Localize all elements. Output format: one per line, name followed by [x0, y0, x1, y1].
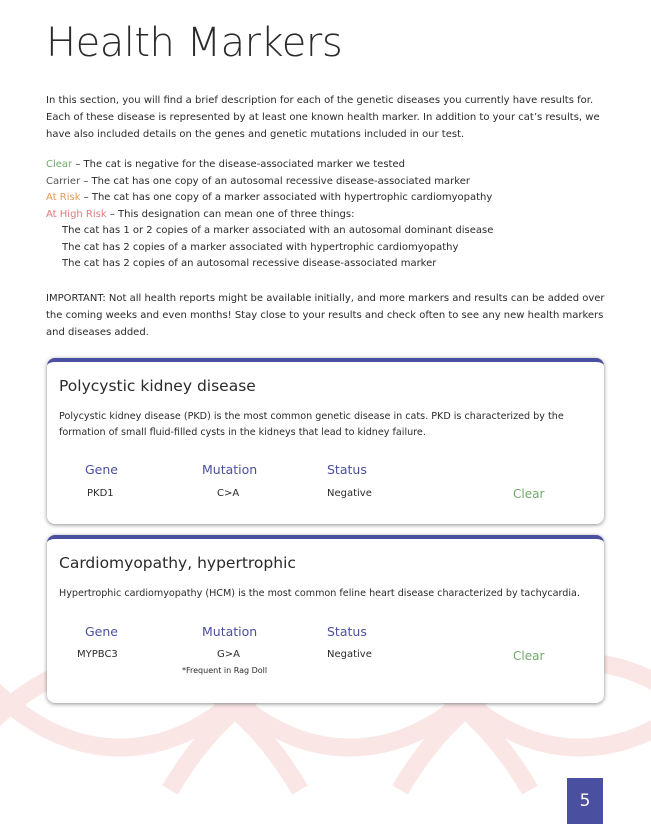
gene-value: PKD1: [87, 488, 114, 499]
gene-value: MYPBC3: [77, 649, 118, 660]
legend-text-at-high-risk: – This designation can mean one of three things:: [106, 208, 355, 220]
page-number: 5: [567, 778, 603, 824]
legend-sub-item: The cat has 2 copies of an autosomal recessive disease-associated marker: [62, 258, 437, 269]
disease-card-hcm: [47, 535, 604, 703]
legend-term-at-high-risk: At High Risk: [46, 208, 107, 220]
legend-text-carrier: – The cat has one copy of an autosomal recessive disease-associated marker: [80, 175, 470, 187]
result-legend: [46, 157, 608, 273]
intro-paragraph: In this section, you will find a brief description for each of the genetic diseases you currently have results for. Each of these disease is represented by at least one known health marker. In addition to your cat’s results, we have also included details on the genes and genetic mutations included in our test.: [46, 95, 600, 140]
mutation-value: C>A: [217, 488, 240, 499]
legend-sub-item: The cat has 2 copies of a marker associated with hypertrophic cardiomyopathy: [62, 241, 459, 253]
result-badge: Clear: [513, 649, 545, 663]
legend-term-carrier: Carrier: [46, 175, 81, 187]
gene-header: Gene: [85, 462, 118, 477]
disease-title: Polycystic kidney disease: [59, 377, 256, 395]
legend-sub-item: The cat has 1 or 2 copies of a marker associated with an autosomal dominant disease: [62, 225, 494, 236]
legend-text-clear: – The cat is negative for the disease-associated marker we tested: [72, 159, 405, 170]
mutation-note: *Frequent in Rag Doll: [182, 666, 268, 675]
mutation-header: Mutation: [202, 624, 258, 639]
status-value: Negative: [327, 488, 372, 499]
legend-item-at-risk: [46, 190, 608, 207]
gene-header: Gene: [85, 624, 118, 639]
mutation-header: Mutation: [202, 462, 258, 477]
mutation-value: G>A: [217, 649, 240, 660]
legend-term-clear: Clear: [46, 159, 73, 170]
legend-text-at-risk: – The cat has one copy of a marker associated with hypertrophic cardiomyopathy: [80, 192, 493, 203]
status-value: Negative: [327, 649, 372, 660]
legend-term-at-risk: At Risk: [46, 192, 81, 203]
disease-title: Cardiomyopathy, hypertrophic: [59, 554, 296, 572]
status-header: Status: [327, 624, 367, 639]
status-header: Status: [327, 462, 367, 477]
important-notice: IMPORTANT: Not all health reports might be available initially, and more markers and results can be added over the coming weeks and even months! Stay close to your results and check often to see any new health markers and diseases added.: [46, 293, 605, 338]
disease-description: Hypertrophic cardiomyopathy (HCM) is the most common feline heart disease characterized by tachycardia.: [59, 588, 580, 599]
result-badge: Clear: [513, 487, 545, 501]
page-title: Health Markers: [46, 20, 343, 66]
legend-item-at-high-risk: [46, 207, 608, 224]
legend-item-carrier: [46, 174, 608, 191]
disease-description: Polycystic kidney disease (PKD) is the most common genetic disease in cats. PKD is characterized by the formation of small fluid-filled cysts in the kidneys that lead to kidney failure.: [59, 411, 564, 438]
disease-card-pkd: [47, 358, 604, 524]
legend-item-clear: [46, 157, 608, 174]
